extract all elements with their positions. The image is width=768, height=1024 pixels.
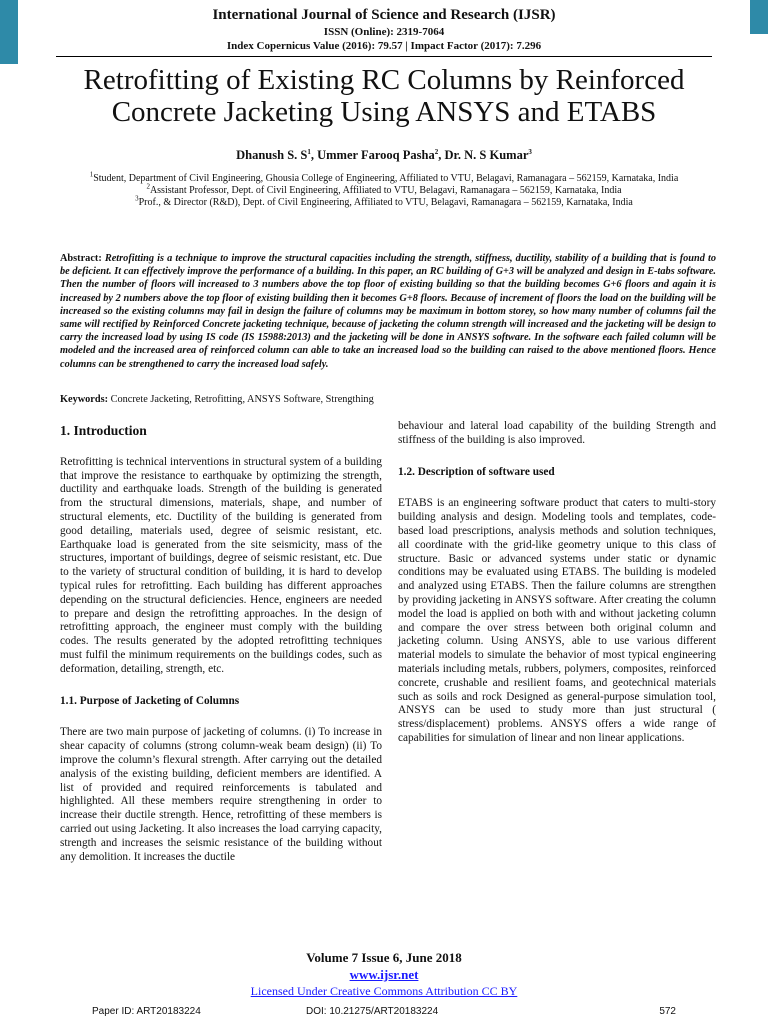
paragraph-purpose-continued: behaviour and lateral load capability of the building Strength and stiffness of the building is also improved. (398, 420, 716, 446)
section-heading-purpose: 1.1. Purpose of Jacketing of Columns (60, 694, 240, 707)
right-column (398, 420, 716, 746)
footer-doi: DOI: 10.21275/ART20183224 (306, 1006, 439, 1017)
footer-url-link[interactable]: www.ijsr.net (349, 967, 419, 982)
journal-name: International Journal of Science and Research (IJSR) (212, 7, 556, 23)
author-name: , Dr. N. S Kumar (438, 148, 529, 162)
abstract-text: Retrofitting is a technique to improve the structural capacities including the strength, stiffness, ductility, stability of a building that is found to be deficient. It can effectively improve the performance of a building. In this paper, an RC building of G+3 will be analyzed and design in E-tabs software. Then the number of floors will increased to 3 numbers above the top floor of existing building so that the building becomes G+6 floors and again it is increased by 2 numbers above the top floor of existing building then it becomes G+8 floors. Because of increment of floors the load on the building will be increased so the existing columns may fail in design the failure of columns may be maximum in bottom storey, so how many number of columns fail the same will rectified by Reinforced Concrete jacketing technique, because of jacketing the column strength will increased and the jacketing will be design to carry the increased load by using IS code (IS 15988:2013) and the jacketing will be done in ANSYS software. In the software each failed column will be modeled and the increased area of reinforced column can able to take an increased load so the building can raised to the above mentioned floors. Hence columns can be strengthened to carry the increased load safely. (60, 253, 716, 370)
author-name: , Ummer Farooq Pasha (310, 148, 435, 162)
affiliations (80, 170, 688, 209)
journal-index: Index Copernicus Value (2016): 79.57 | Impact Factor (2017): 7.296 (226, 40, 542, 52)
keywords (60, 394, 716, 405)
left-column (60, 422, 382, 864)
author-list (0, 148, 768, 163)
affiliation-sup: 3 (135, 194, 139, 203)
footer-paper-id: Paper ID: ART20183224 (92, 1006, 201, 1017)
paragraph-introduction: Retrofitting is technical interventions in structural system of a building that improve the resistance to earthquake by optimizing the strength, ductility and earthquake loads. Strength of the building is generated from the structural dimensions, materials, shape, and number of structural elements, etc. Ductility of the building is generated from good detailing, materials used, degree of seismic resistant, etc. Earthquake load is generated from the site seismicity, mass of the structures, important of buildings, degree of seismic resistant, etc. Due to the variety of structural condition of building, it is hard to develop typical rules for retrofitting. Each building has different approaches depending on the structural deficiencies. Hence, engineers are needed to prepare and design the retrofitting approaches. In the design of retrofitting approach, the engineer must comply with the building codes. The results generated by the adopted retrofitting techniques must fulfil the minimum requirements on the buildings codes, such as deformation, detailing, strength, etc. (60, 455, 382, 675)
section-heading-introduction: 1. Introduction (60, 423, 147, 438)
journal-issn: ISSN (Online): 2319-7064 (323, 26, 445, 38)
author-sup: 2 (434, 147, 439, 156)
paragraph-purpose: There are two main purpose of jacketing of columns. (i) To increase in shear capacity of columns (strong column-weak beam design) (ii) To improve the column’s flexural strength. After carrying out the detailed analysis of the existing building, deficient members are identified. A list of provided and required reinforcements is tabulated and highlighted. All these members require strengthening in order to increase their ductile strength. Hence, retrofitting of these members is carried out using Jacketing. It also increases the load carrying capacity, strength and increases the seismic resistance of the building without any demolition. It increases the ductile (60, 726, 382, 863)
footer-volume: Volume 7 Issue 6, June 2018 (306, 950, 462, 965)
affiliation (80, 182, 688, 197)
affiliation-text: Student, Department of Civil Engineering, Ghousia College of Engineering, Affiliated to VTU, Belagavi, Ramanagara – 562159, Karnataka, India (93, 173, 679, 184)
paragraph-software: ETABS is an engineering software product that caters to multi-story building analysis and design. Modeling tools and templates, code-based load prescriptions, analysis methods and solution techniques, all coordinate with the grid-like geometry unique to this class of structure. Basic or advanced systems under static or dynamic conditions may be evaluated using ETABS. The building is modeled and analyzed using ETABS. Then the failure columns are strengthen by providing jacketing in ANSYS software. After creating the column model the load is applied on both with and without jacketing column and compare the over stress between both original column and jacketing column. Using ANSYS, able to use various different material models to simulate the behavior of most typical engineering materials including metals, rubbers, polymers, composites, reinforced concrete, crushable and resilient foams, and geotechnical materials such as soils and rock Designed as general-purpose simulation tool, ANSYS can be used to study more than just structural ( stress/displacement) problems. ANSYS offers a wide range of capabilities for simulation of linear and non linear applications. (398, 497, 716, 744)
keywords-label: Keywords: (60, 394, 109, 405)
author-name: Dhanush S. S (236, 148, 308, 162)
footer-page-number: 572 (659, 1006, 676, 1017)
header-divider (56, 56, 712, 57)
section-heading-software: 1.2. Description of software used (398, 465, 555, 478)
journal-header (0, 6, 768, 53)
affiliation-text: Assistant Professor, Dept. of Civil Engineering, Affiliated to VTU, Belagavi, Ramanagara – 562159, Karnataka, India (149, 185, 622, 196)
paper-title: Retrofitting of Existing RC Columns by Reinforced Concrete Jacketing Using ANSYS and ETABS (83, 64, 685, 128)
abstract-label: Abstract: (60, 253, 102, 264)
author-sup: 1 (307, 147, 311, 156)
footer-license-link[interactable]: Licensed Under Creative Commons Attribution CC BY (250, 984, 518, 998)
author-sup: 3 (528, 147, 532, 156)
affiliation-text: Prof., & Director (R&D), Dept. of Civil Engineering, Affiliated to VTU, Belagavi, Ramanagara – 562159, Karnataka, India (138, 197, 633, 208)
affiliation (80, 194, 688, 209)
abstract (60, 252, 716, 371)
affiliation-sup: 2 (146, 182, 150, 191)
keywords-text: Concrete Jacketing, Retrofitting, ANSYS Software, Strengthing (110, 394, 374, 405)
affiliation-sup: 1 (89, 170, 94, 179)
affiliation (80, 170, 688, 185)
